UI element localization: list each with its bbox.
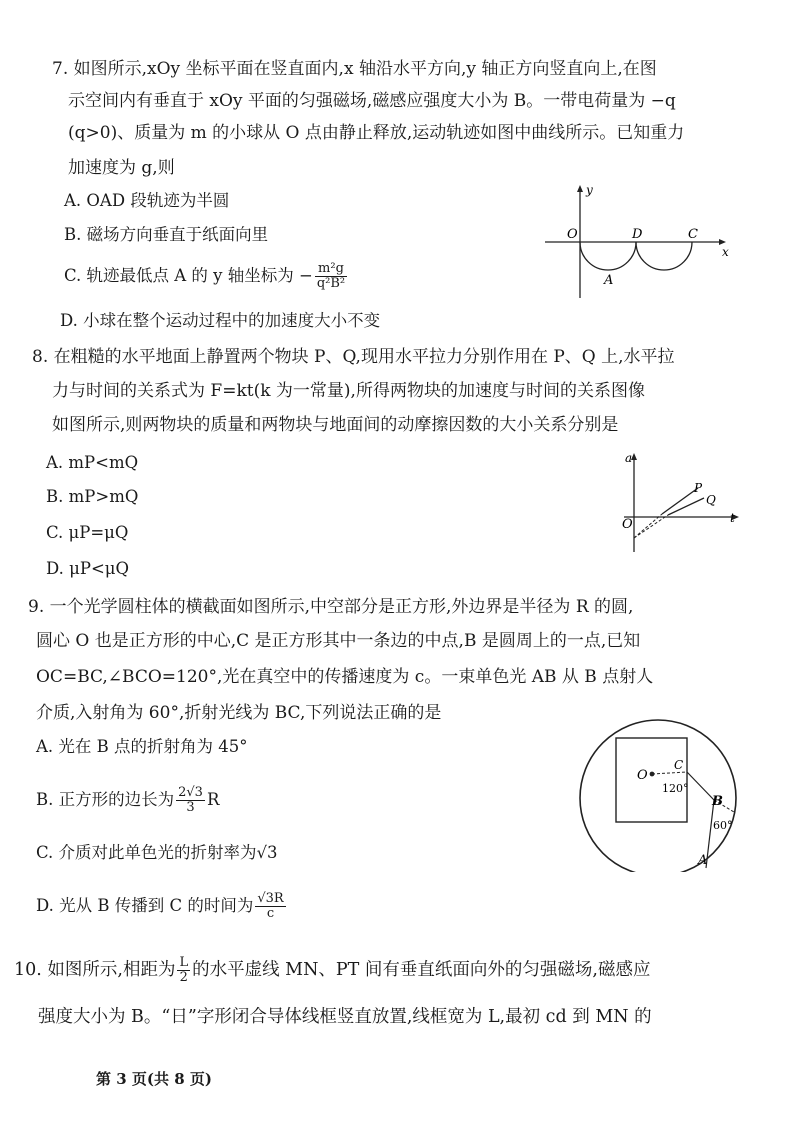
q10-fraction <box>177 956 190 985</box>
q7-stem-line3: (q>0)、质量为 m 的小球从 O 点由静止释放,运动轨迹如图中曲线所示。已知重力 <box>68 123 685 143</box>
q9-option-b-fraction <box>176 786 205 815</box>
q9-stem-line2: 圆心 O 也是正方形的中心,C 是正方形其中一条边的中点,B 是圆周上的一点,已知 <box>36 631 641 651</box>
q8-option-d: D. μP<μQ <box>46 559 130 578</box>
q10-stem-line2: 强度大小为 B。“日”字形闭合导体线框竖直放置,线框宽为 L,最初 cd 到 MN 的 <box>38 1007 652 1027</box>
q10-numerator: L <box>179 955 189 970</box>
q7-label-c: C <box>688 227 698 242</box>
q7-label-d: D <box>632 227 643 242</box>
q8-stem-line1: 8. 在粗糙的水平地面上静置两个物块 P、Q,现用水平拉力分别作用在 P、Q 上,水平拉 <box>32 347 675 367</box>
q8-label-o: O <box>622 517 633 532</box>
page-footer: 第 3 页(共 8 页) <box>96 1070 212 1088</box>
q9-option-d-fraction <box>255 892 285 921</box>
q9-label-a: A <box>698 853 708 868</box>
q9-stem-line4: 介质,入射角为 60°,折射光线为 BC,下列说法正确的是 <box>36 703 442 723</box>
q7-stem-line4: 加速度为 g,则 <box>68 158 175 178</box>
q7-label-x: x <box>722 245 729 259</box>
q9-b-denominator: 3 <box>186 800 195 815</box>
q8-line-p <box>662 488 698 514</box>
q7-c-numerator: m²g <box>315 262 347 277</box>
q9-option-b-suffix: R <box>206 790 220 809</box>
q10-line1-suffix: 的水平虚线 MN、PT 间有垂直纸面向外的匀强磁场,磁感应 <box>192 960 651 980</box>
q9-b-numerator: 2√3 <box>178 785 203 800</box>
q8-stem-line3: 如图所示,则两物块的质量和两物块与地面间的动摩擦因数的大小关系分别是 <box>52 415 619 435</box>
q7-option-b: B. 磁场方向垂直于纸面向里 <box>64 225 269 244</box>
q7-label-o: O <box>567 227 578 242</box>
q10-line1-prefix: 10. 如图所示,相距为 <box>14 960 176 980</box>
q9-d-numerator: √3R <box>257 891 284 906</box>
q7-label-a: A <box>604 273 614 288</box>
q9-option-b-text: B. 正方形的边长为 <box>36 790 175 809</box>
q9-square <box>616 738 687 822</box>
q7-trajectory-dc <box>636 242 692 270</box>
q8-label-p: P <box>694 481 703 495</box>
q9-d-denominator: c <box>266 906 275 921</box>
q7-c-denominator: q²B² <box>316 276 346 291</box>
q9-option-b <box>36 786 219 815</box>
q9-line-oc <box>652 772 687 774</box>
q8-label-q: Q <box>706 493 716 507</box>
q9-option-c: C. 介质对此单色光的折射率为√3 <box>36 843 278 862</box>
q8-label-t: t <box>730 511 735 525</box>
q8-figure <box>612 448 748 560</box>
q8-stem-line2: 力与时间的关系式为 F=kt(k 为一常量),所得两物块的加速度与时间的关系图像 <box>52 381 645 401</box>
q7-option-d: D. 小球在整个运动过程中的加速度大小不变 <box>60 311 381 330</box>
q9-figure <box>576 712 756 872</box>
q7-option-c-text: C. 轨迹最低点 A 的 y 轴坐标为 − <box>64 266 313 285</box>
q7-option-a: A. OAD 段轨迹为半圆 <box>64 191 230 210</box>
q7-option-c <box>64 262 349 291</box>
q9-stem-line1: 9. 一个光学圆柱体的横截面如图所示,中空部分是正方形,外边界是半径为 R 的圆, <box>28 597 634 617</box>
q9-option-d-text: D. 光从 B 传播到 C 的时间为 <box>36 896 254 915</box>
q9-line-bc <box>687 772 714 800</box>
q8-line-q-extension <box>634 515 668 538</box>
q9-option-d <box>36 892 288 921</box>
q9-label-c: C <box>674 758 684 772</box>
q8-option-a: A. mP<mQ <box>46 453 139 472</box>
q8-option-c: C. μP=μQ <box>46 523 129 542</box>
q7-label-y: y <box>586 183 593 197</box>
q10-stem-line1 <box>14 956 650 985</box>
q8-option-b: B. mP>mQ <box>46 487 139 506</box>
q9-label-angle-120: 120° <box>662 782 689 795</box>
q9-label-o: O <box>637 768 648 783</box>
q10-denominator: 2 <box>179 970 188 985</box>
q7-stem-line1: 7. 如图所示,xOy 坐标平面在竖直面内,x 轴沿水平方向,y 轴正方向竖直向上,在图 <box>52 59 657 79</box>
q9-stem-line3: OC=BC,∠BCO=120°,光在真空中的传播速度为 c。一束单色光 AB 从 B 点射人 <box>36 667 654 687</box>
q9-label-b: B <box>712 794 723 809</box>
q7-option-c-fraction <box>315 262 347 291</box>
q8-label-a: a <box>625 451 633 465</box>
q7-stem-line2: 示空间内有垂直于 xOy 平面的匀强磁场,磁感应强度大小为 B。一带电荷量为 −q <box>68 91 676 111</box>
q9-label-angle-60: 60° <box>713 819 733 832</box>
q7-figure <box>540 180 740 305</box>
q9-option-a: A. 光在 B 点的折射角为 45° <box>36 737 248 756</box>
q7-trajectory-oad <box>580 242 636 270</box>
q7-y-arrow <box>577 185 583 192</box>
